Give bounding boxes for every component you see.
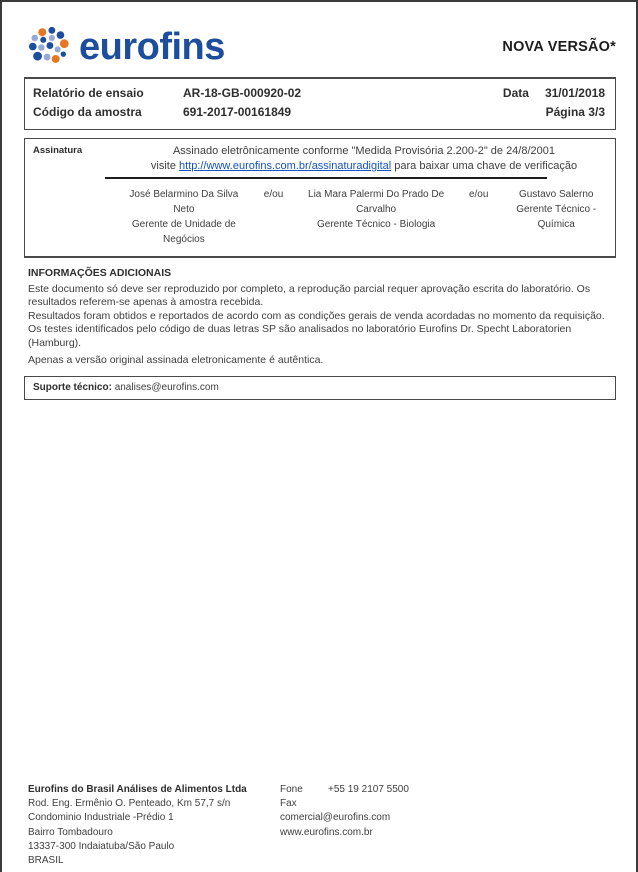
page-spacer (503, 103, 529, 122)
sample-code-label: Código da amostra (33, 105, 142, 119)
signature-content (121, 145, 607, 247)
eurofins-logo (28, 25, 225, 70)
additional-info-section (28, 267, 616, 368)
info-paragraph: Resultados foram obtidos e reportados de acordo com as condições gerais de venda acordadas no momento da requisição. (28, 309, 605, 322)
address-line: Condominio Industriale -Prédio 1 (28, 812, 174, 824)
report-header-box (24, 77, 616, 130)
report-label: Relatório de ensaio (33, 86, 144, 100)
info-paragraph: Os testes identificados pelo código de duas letras SP são analisados no laboratório Eurofins Dr. Specht Laboratorien (Hamburg). (28, 323, 572, 349)
sample-code-value: 691-2017-00161849 (183, 105, 292, 119)
signer-3 (505, 187, 607, 232)
signature-label: Assinatura (33, 145, 83, 156)
date-label: Data (502, 86, 529, 100)
support-email: analises@eurofins.com (114, 381, 219, 393)
phone-row (280, 783, 409, 797)
signer-2 (300, 187, 452, 232)
footer-contact-block (280, 783, 409, 868)
page-header (28, 22, 616, 72)
address-line: 13337-300 Indaiatuba/São Paulo (28, 840, 175, 852)
report-header-right (503, 84, 605, 122)
report-number: AR-18-GB-000920-02 (183, 86, 302, 100)
signer-name: José Belarmino Da Silva Neto (129, 189, 239, 215)
contact-email: comercial@eurofins.com (280, 812, 391, 824)
signature-verify-line (121, 160, 607, 172)
signer-1 (121, 187, 247, 247)
page-number: Página 3/3 (545, 105, 605, 119)
address-line: Bairro Tombadouro (28, 826, 113, 838)
signer-name: Gustavo Salerno (518, 189, 594, 200)
eurofins-logo-text: eurofins (79, 26, 225, 68)
signature-statement: Assinado eletrônicamente conforme "Medida Provisória 2.200-2" de 24/8/2001 (172, 145, 556, 157)
support-box (24, 376, 616, 400)
additional-info-heading: INFORMAÇÕES ADICIONAIS (28, 267, 172, 279)
address-line: Rod. Eng. Ermênio O. Penteado, Km 57,7 s/n (28, 798, 231, 810)
signer-name: Lia Mara Palermi Do Prado De Carvalho (308, 189, 445, 215)
signature-box (24, 138, 616, 258)
phone-label: Fone (280, 784, 303, 795)
footer-address-block (28, 783, 280, 868)
info-paragraph: Apenas a versão original assinada eletronicamente é autêntica. (28, 354, 324, 366)
contact-website: www.eurofins.com.br (280, 826, 373, 838)
signer-title: Gerente de Unidade de Negócios (131, 219, 236, 245)
visit-prefix: visite (150, 160, 176, 172)
signature-verification-link[interactable]: http://www.eurofins.com.br/assinaturadigital (179, 160, 392, 172)
fax-label: Fax (280, 798, 297, 810)
signer-title: Gerente Técnico - Biologia (316, 219, 436, 230)
address-line: BRASIL (28, 855, 64, 867)
info-paragraph: Este documento só deve ser reproduzido por completo, a reprodução parcial requer aprovação escrita do laboratório. Os resultados referem-se apenas à amostra recebida. (28, 282, 591, 308)
support-label: Suporte técnico: (33, 381, 112, 393)
version-label: NOVA VERSÃO* (502, 39, 616, 55)
footer (28, 783, 616, 868)
company-name: Eurofins do Brasil Análises de Alimentos Ltda (28, 784, 247, 795)
visit-suffix: para baixar uma chave de verificação (394, 160, 578, 172)
signers-row (121, 187, 607, 247)
or-separator: e/ou (263, 189, 284, 200)
or-separator: e/ou (468, 189, 489, 200)
date-value: 31/01/2018 (544, 86, 605, 100)
eurofins-logo-dots-icon (28, 25, 70, 70)
signature-rule (105, 177, 547, 179)
phone-value: +55 19 2107 5500 (328, 784, 409, 795)
report-header-left (33, 84, 301, 122)
signer-title: Gerente Técnico - Química (516, 204, 597, 230)
